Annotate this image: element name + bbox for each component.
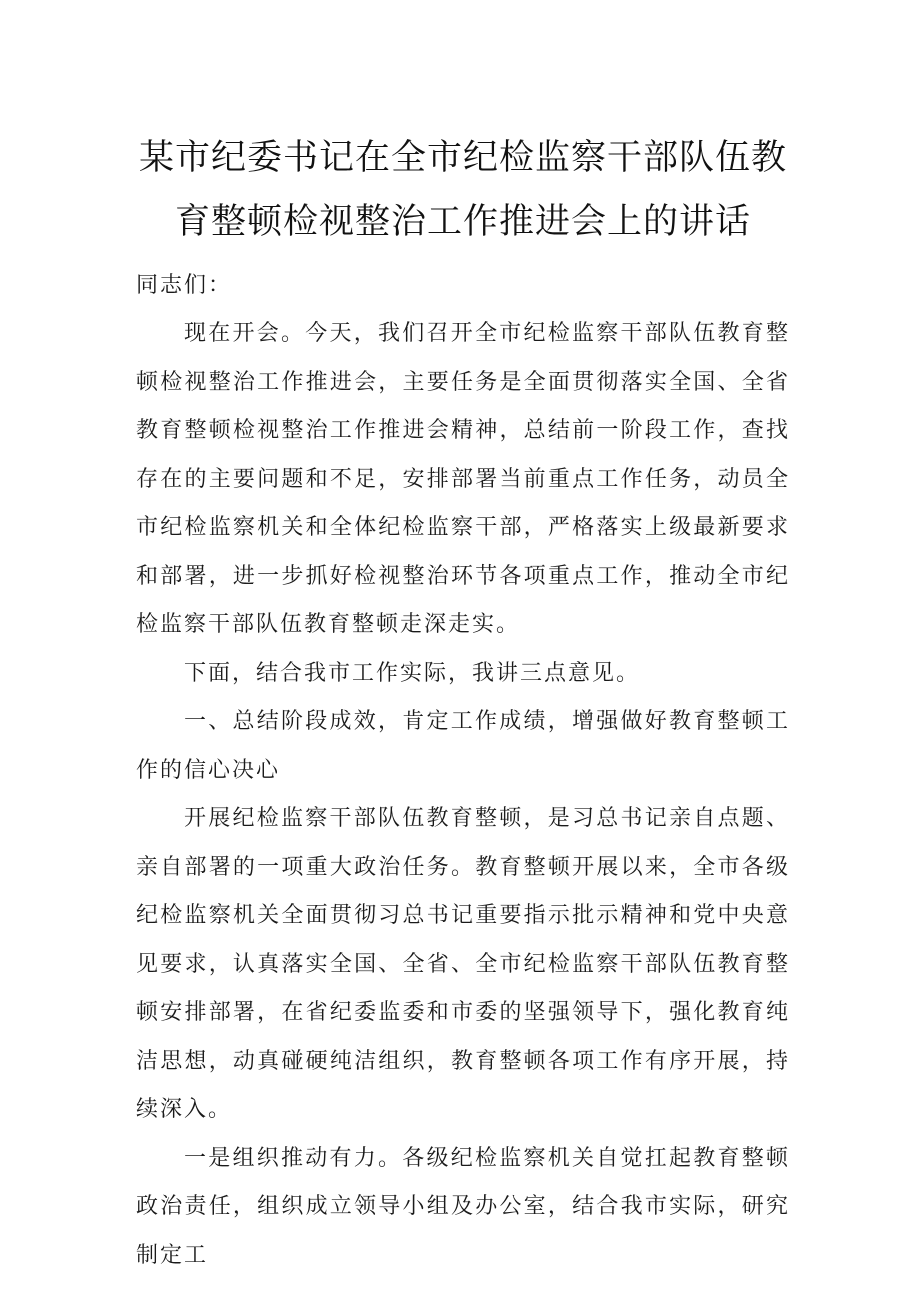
document-title <box>136 126 790 254</box>
salutation: 同志们： <box>136 273 233 298</box>
title-line-2: 育整顿检视整治工作推进会上的讲话 <box>174 202 751 242</box>
paragraph-point-1: 一是组织推动有力。各级纪检监察机关自觉扛起教育整顿政治责任，组织成立领导小组及办公室，结合我市实际，研究制定工 <box>136 1145 790 1268</box>
section-heading-1: 一、总结阶段成效，肯定工作成绩，增强做好教育整顿工作的信心决心 <box>136 709 790 783</box>
paragraph-background: 开展纪检监察干部队伍教育整顿，是习总书记亲自点题、亲自部署的一项重大政治任务。教育整顿开展以来，全市各级纪检监察机关全面贯彻习总书记重要指示批示精神和党中央意见要求，认真落实全国、全省、全市纪检监察干部队伍教育整顿安排部署，在省纪委监委和市委的坚强领导下，强化教育纯洁思想，动真碰硬纯洁组织，教育整顿各项工作有序开展，持续深入。 <box>136 806 790 1122</box>
paragraph-intro-points: 下面，结合我市工作实际，我讲三点意见。 <box>184 660 641 686</box>
paragraph-opening: 现在开会。今天，我们召开全市纪检监察干部队伍教育整顿检视整治工作推进会，主要任务是全面贯彻落实全国、全省教育整顿检视整治工作推进会精神，总结前一阶段工作，查找存在的主要问题和不足，安排部署当前重点工作任务，动员全市纪检监察机关和全体纪检监察干部，严格落实上级最新要求和部署，进一步抓好检视整治环节各项重点工作，推动全市纪检监察干部队伍教育整顿走深走实。 <box>136 321 790 637</box>
title-line-1: 某市纪委书记在全市纪检监察干部队伍教 <box>138 138 787 178</box>
